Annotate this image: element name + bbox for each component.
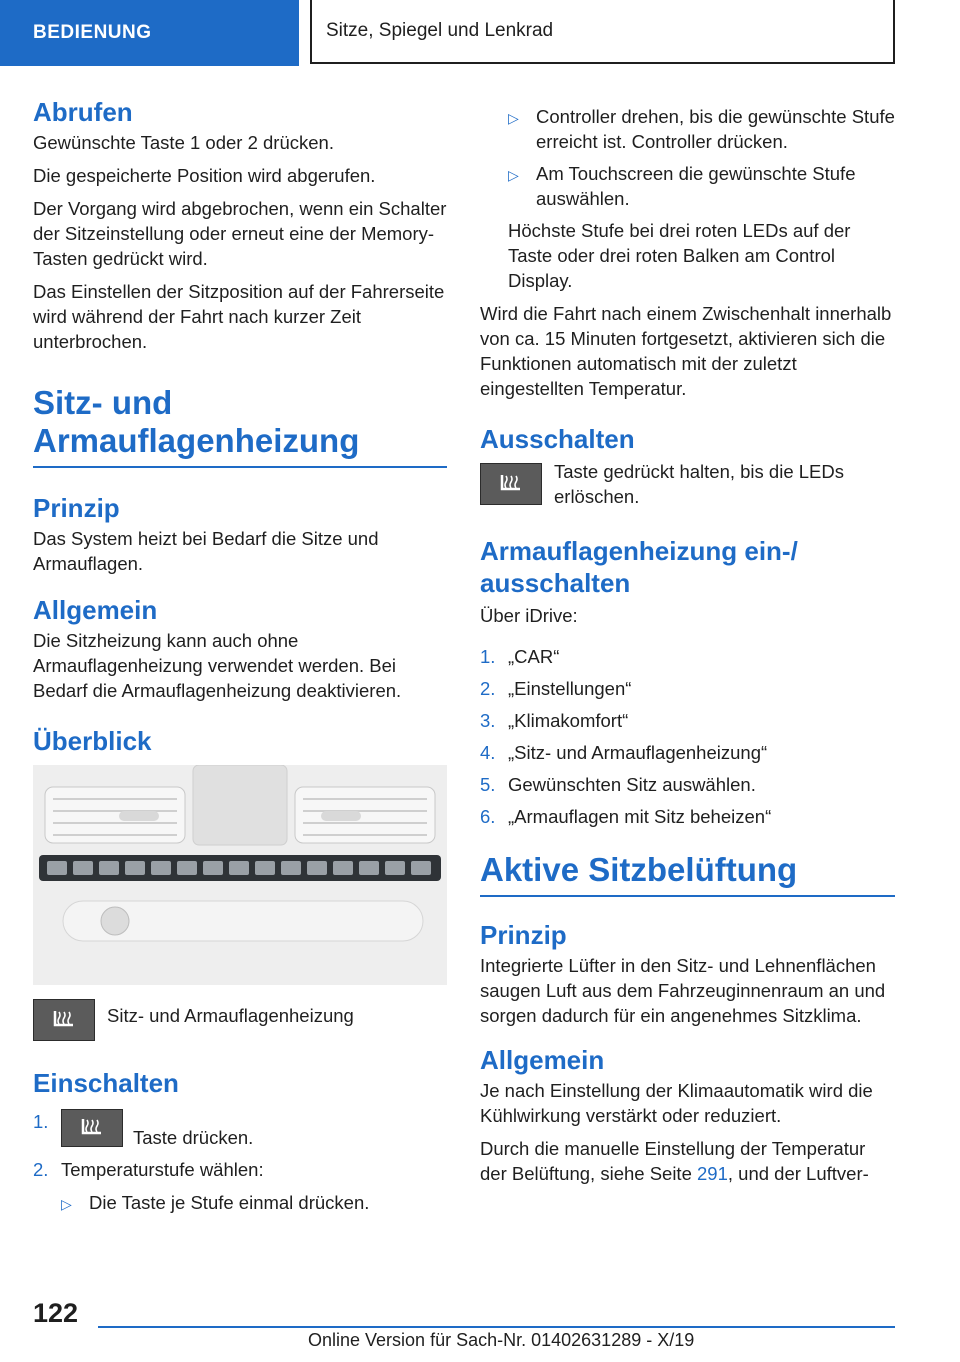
- abrufen-paragraph-4: Das Einstellen der Sitzposition auf der Fahrerseite wird während der Fahrt nach kurzer Zeit unterbrochen.: [33, 281, 445, 352]
- list-item: [480, 740, 895, 765]
- prinzip-heading: Prinzip: [33, 493, 120, 523]
- einschalten-steps: [33, 1109, 447, 1182]
- step-text: „Einstellungen“: [508, 678, 632, 699]
- header-chapter: Sitze, Spiegel und Lenkrad: [310, 0, 895, 64]
- sub-list-item: [33, 1190, 447, 1217]
- ueberblick-heading: Überblick: [33, 726, 152, 756]
- ausschalten-paragraph: Taste gedrückt halten, bis die LEDs erlöschen.: [554, 461, 844, 507]
- seat-heating-icon[interactable]: [33, 999, 95, 1041]
- allgemein-paragraph: Die Sitzheizung kann auch ohne Armauflagenheizung verwendet werden. Bei Bedarf die Armauflagenheizung deaktivieren.: [33, 630, 402, 701]
- heating-section-heading: Sitz- und Armauflagenheizung: [33, 384, 447, 468]
- seat-heating-glyph: [49, 1007, 79, 1033]
- spacer: [33, 711, 447, 725]
- header-section: BEDIENUNG: [0, 0, 299, 66]
- step-text: Taste drücken.: [133, 1127, 254, 1148]
- belueftung-text-start: Durch die manuelle Einstellung der Temperatur der Belüftung, siehe Seite: [480, 1138, 866, 1184]
- right-column: [480, 104, 895, 1194]
- seat-heating-glyph: [496, 471, 526, 497]
- spacer: [480, 897, 895, 919]
- triangle-right-icon: ▷: [61, 1196, 72, 1212]
- sub-item-text: Controller drehen, bis die gewünschte Stufe erreicht ist. Controller drücken.: [536, 106, 895, 152]
- list-item: [480, 772, 895, 797]
- fahrt-paragraph: Wird die Fahrt nach einem Zwischenhalt innerhalb von ca. 15 Minuten fortgesetzt, aktivieren sich die Funktionen automatisch mit der zuletzt eingestellten Temperatur.: [480, 303, 892, 399]
- allgemein-heading: Allgemein: [33, 595, 158, 625]
- belueftung-paragraph: [480, 1136, 895, 1186]
- spacer: [480, 409, 895, 423]
- step-content: [61, 1109, 253, 1150]
- triangle-right-icon: ▷: [508, 167, 519, 183]
- step-text: „Klimakomfort“: [508, 710, 629, 731]
- sub-item-text: Die Taste je Stufe einmal drücken.: [89, 1192, 370, 1213]
- seat-heating-icon[interactable]: [61, 1109, 123, 1147]
- spacer: [480, 1036, 895, 1044]
- step-number: 6.: [480, 806, 496, 827]
- step-number: 2.: [33, 1159, 49, 1180]
- list-item: [480, 676, 895, 701]
- left-column: [33, 96, 447, 1224]
- spacer: [33, 1049, 447, 1067]
- ausschalten-icon-row: [480, 463, 895, 509]
- ventilation-section-heading: Aktive Sitzbelüftung: [480, 851, 895, 897]
- list-item: [480, 644, 895, 669]
- allgemein-heading-right: Allgemein: [480, 1045, 605, 1075]
- abrufen-heading: Abrufen: [33, 97, 133, 127]
- step-text: Gewünschten Sitz auswählen.: [508, 774, 756, 795]
- idrive-steps: [480, 644, 895, 829]
- list-item: [480, 804, 895, 829]
- step-number: 4.: [480, 742, 496, 763]
- list-item: [33, 1109, 447, 1150]
- page-number: 122: [33, 1298, 79, 1328]
- page-reference-link[interactable]: 291: [697, 1163, 728, 1184]
- step-number: 5.: [480, 774, 496, 795]
- prinzip-paragraph-right: Integrierte Lüfter in den Sitz- und Lehnenflächen saugen Luft aus dem Fahrzeuginnenraum an und sorgen dadurch für ein angenehmes Sitzklima.: [480, 955, 886, 1026]
- prinzip-heading-right: Prinzip: [480, 920, 567, 950]
- step-number: 2.: [480, 678, 496, 699]
- step-text: „Sitz- und Armauflagenheizung“: [508, 742, 768, 763]
- seat-heating-glyph: [77, 1115, 107, 1141]
- dashboard-illustration: [33, 765, 447, 985]
- step-number: 1.: [480, 646, 496, 667]
- einschalten-heading: Einschalten: [33, 1068, 179, 1098]
- step-text: Temperaturstufe wählen:: [61, 1159, 264, 1180]
- spacer: [480, 837, 895, 851]
- spacer: [33, 584, 447, 594]
- armauflagen-heading: Armauflagenheizung ein-/ ausschalten: [480, 536, 798, 598]
- step-number: 3.: [480, 710, 496, 731]
- step-text: „CAR“: [508, 646, 560, 667]
- overview-icon-caption: Sitz- und Armauflagenheizung: [107, 1005, 354, 1026]
- allgemein-paragraph-right: Je nach Einstellung der Klimaautomatik wird die Kühlwirkung verstärkt oder reduziert.: [480, 1080, 873, 1126]
- prinzip-paragraph: Das System heizt bei Bedarf die Sitze und Armauflagen.: [33, 528, 379, 574]
- spacer: [480, 636, 895, 644]
- idrive-paragraph: Über iDrive:: [480, 605, 578, 626]
- step-text: „Armauflagen mit Sitz beheizen“: [508, 806, 772, 827]
- spacer: [480, 517, 895, 535]
- triangle-right-icon: ▷: [508, 110, 519, 126]
- abrufen-paragraph-2: Die gespeicherte Position wird abgerufen.: [33, 165, 376, 186]
- seat-heating-icon[interactable]: [480, 463, 542, 505]
- overview-icon-row: [33, 999, 447, 1041]
- footer-divider: [98, 1326, 895, 1328]
- ausschalten-heading: Ausschalten: [480, 424, 635, 454]
- sub-list-item: [480, 161, 895, 211]
- step-number: 1.: [33, 1111, 49, 1132]
- abrufen-paragraph-1: Gewünschte Taste 1 oder 2 drücken.: [33, 132, 334, 153]
- spacer: [33, 362, 447, 384]
- dashboard-photo: [33, 765, 447, 985]
- abrufen-paragraph-3: Der Vorgang wird abgebrochen, wenn ein Schalter der Sitzeinstellung oder erneut eine der Memory-Tasten gedrückt wird.: [33, 198, 447, 269]
- spacer: [33, 468, 447, 492]
- belueftung-text-end: , und der Luftver-: [727, 1163, 869, 1184]
- sub-list-item: [480, 104, 895, 154]
- sub-item-text: Am Touchscreen die gewünschte Stufe auswählen.: [536, 163, 856, 209]
- spacer: [33, 1101, 447, 1109]
- list-item: [480, 708, 895, 733]
- footer-text: Online Version für Sach-Nr. 01402631289 - X/19: [308, 1330, 695, 1350]
- list-item: [33, 1157, 447, 1182]
- hoechste-stufe-paragraph: Höchste Stufe bei drei roten LEDs auf der Taste oder drei roten Balken am Control Display.: [508, 220, 851, 291]
